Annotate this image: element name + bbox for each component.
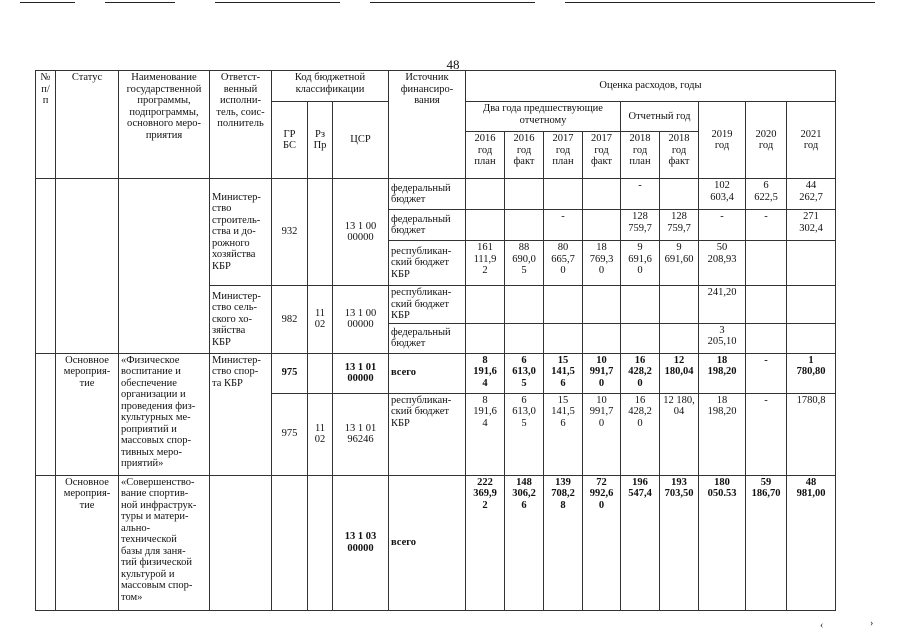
value-cell: 3 205,10 (699, 323, 746, 353)
cell-responsible-empty (210, 475, 272, 610)
value-cell (660, 323, 699, 353)
value-cell (746, 241, 787, 286)
value-cell: 222 369,9 2 (466, 475, 505, 610)
header-2016-plan: 2016 год план (466, 132, 505, 179)
header-responsible: Ответст- венный исполни- тель, соис- полнитель (210, 71, 272, 179)
value-cell (544, 286, 583, 324)
top-rule-3 (215, 2, 340, 3)
value-cell: 139 708,2 8 (544, 475, 583, 610)
value-cell: 18 198,20 (699, 393, 746, 475)
value-cell: 72 992,6 0 (583, 475, 621, 610)
csr-13101-96246: 13 1 01 96246 (333, 393, 389, 475)
value-cell: 10 991,7 0 (583, 393, 621, 475)
value-cell (583, 286, 621, 324)
value-cell: 196 547,4 (621, 475, 660, 610)
source-republican: республикан- ский бюджет КБР (389, 286, 466, 324)
header-two-years: Два года предшествующие отчетному (466, 102, 621, 132)
rzpr-1102: 11 02 (308, 286, 333, 354)
event-name-sport-infrastructure: «Совершенство- вание спортив- ной инфраструк- туры и матери- ально- технической базы для заня- тий физической культурой и массовым спор- том» (119, 475, 210, 610)
status-main-event: Основное мероприя- тие (56, 475, 119, 610)
value-cell: 6 613,0 5 (505, 393, 544, 475)
header-2017-fact: 2017 год факт (583, 132, 621, 179)
rzpr-1102: 11 02 (308, 393, 333, 475)
source-federal: федеральный бюджет (389, 179, 466, 210)
value-cell: 8 191,6 4 (466, 393, 505, 475)
value-cell: 6 622,5 (746, 179, 787, 210)
source-total: всего (389, 353, 466, 393)
value-cell (544, 179, 583, 210)
value-cell (505, 286, 544, 324)
csr-13100: 13 1 00 00000 (333, 286, 389, 354)
header-2017-plan: 2017 год план (544, 132, 583, 179)
value-cell: 15 141,5 6 (544, 353, 583, 393)
value-cell: 16 428,2 0 (621, 353, 660, 393)
grbs-975: 975 (272, 353, 308, 393)
header-source: Источник финансиро- вания (389, 71, 466, 179)
value-cell: 180 050.53 (699, 475, 746, 610)
source-total: всего (389, 475, 466, 610)
top-rule-2 (105, 2, 175, 3)
value-cell: 50 208,93 (699, 241, 746, 286)
cell-grbs-empty (272, 475, 308, 610)
budget-table (35, 70, 836, 611)
value-cell: 18 198,20 (699, 353, 746, 393)
header-2018-plan: 2018 год план (621, 132, 660, 179)
value-cell (660, 179, 699, 210)
header-budget-code: Код бюджетной классификации (272, 71, 389, 102)
cell-num (36, 179, 56, 354)
value-cell: 271 302,4 (787, 210, 836, 241)
value-cell: 102 603,4 (699, 179, 746, 210)
value-cell: 9 691,60 (660, 241, 699, 286)
csr-13100: 13 1 00 00000 (333, 179, 389, 286)
grbs-982: 982 (272, 286, 308, 354)
responsible-minsport: Министер- ство спор- та КБР (210, 353, 272, 475)
table-row (36, 475, 836, 610)
source-federal: федеральный бюджет (389, 210, 466, 241)
value-cell (621, 323, 660, 353)
value-cell: 48 981,00 (787, 475, 836, 610)
footer-mark: ‹ (820, 620, 824, 631)
header-status: Статус (56, 71, 119, 179)
cell-num (36, 353, 56, 475)
value-cell: 10 991,7 0 (583, 353, 621, 393)
value-cell (466, 179, 505, 210)
value-cell (787, 286, 836, 324)
value-cell: 44 262,7 (787, 179, 836, 210)
value-cell (660, 286, 699, 324)
status-main-event: Основное мероприя- тие (56, 353, 119, 475)
value-cell: 12 180, 04 (660, 393, 699, 475)
table-row (36, 353, 836, 393)
header-grbs: ГР БС (272, 102, 308, 179)
value-cell (544, 323, 583, 353)
top-rule-5 (565, 2, 875, 3)
header-estimate: Оценка расходов, годы (466, 71, 836, 102)
source-republican: республикан- ский бюджет КБР (389, 241, 466, 286)
table-row (36, 179, 836, 210)
value-cell (583, 179, 621, 210)
csr-13103: 13 1 03 00000 (333, 475, 389, 610)
header-2019: 2019 год (699, 102, 746, 179)
cell-num (36, 475, 56, 610)
value-cell: 59 186,70 (746, 475, 787, 610)
rzpr-empty (308, 179, 333, 286)
top-rule-1 (20, 2, 75, 3)
value-cell: 80 665,7 0 (544, 241, 583, 286)
value-cell: 8 191,6 4 (466, 353, 505, 393)
value-cell (621, 286, 660, 324)
value-cell (505, 210, 544, 241)
value-cell: 15 141,5 6 (544, 393, 583, 475)
header-num: № п/ п (36, 71, 56, 179)
value-cell: 6 613,0 5 (505, 353, 544, 393)
footer-mark: › (870, 618, 874, 629)
grbs-975: 975 (272, 393, 308, 475)
value-cell: 148 306,2 6 (505, 475, 544, 610)
header-2020: 2020 год (746, 102, 787, 179)
value-cell (466, 323, 505, 353)
source-federal: федеральный бюджет (389, 323, 466, 353)
cell-rzpr-empty (308, 475, 333, 610)
value-cell: - (746, 353, 787, 393)
event-name-physical-education: «Физическое воспитание и обеспечение организации и проведения физ- культурных ме- роприятий и массовых спор- тивных меро- приятий» (119, 353, 210, 475)
value-cell: 18 769,3 0 (583, 241, 621, 286)
value-cell: - (544, 210, 583, 241)
value-cell: 193 703,50 (660, 475, 699, 610)
value-cell (583, 323, 621, 353)
value-cell: 128 759,7 (621, 210, 660, 241)
top-rule-4 (370, 2, 535, 3)
grbs-932: 932 (272, 179, 308, 286)
source-republican: республикан- ский бюджет КБР (389, 393, 466, 475)
value-cell: 12 180,04 (660, 353, 699, 393)
responsible-minstroy: Министер- ство строитель- ства и до- рожного хозяйства КБР (210, 179, 272, 286)
value-cell: 241,20 (699, 286, 746, 324)
header-report-year: Отчетный год (621, 102, 699, 132)
value-cell (787, 241, 836, 286)
value-cell: 161 111,9 2 (466, 241, 505, 286)
value-cell (583, 210, 621, 241)
value-cell: 88 690,0 5 (505, 241, 544, 286)
value-cell: - (621, 179, 660, 210)
value-cell: 128 759,7 (660, 210, 699, 241)
value-cell (466, 286, 505, 324)
header-name: Наименование государственной программы, подпрограммы, основного меро- приятия (119, 71, 210, 179)
value-cell: - (699, 210, 746, 241)
csr-13101: 13 1 01 00000 (333, 353, 389, 393)
header-csr: ЦСР (333, 102, 389, 179)
value-cell: - (746, 393, 787, 475)
header-2018-fact: 2018 год факт (660, 132, 699, 179)
cell-status (56, 179, 119, 354)
responsible-minselkhoz: Министер- ство сель- ского хо- зяйства КБР (210, 286, 272, 354)
header-2016-fact: 2016 год факт (505, 132, 544, 179)
value-cell (746, 323, 787, 353)
header-rzpr: Рз Пр (308, 102, 333, 179)
value-cell: 9 691,6 0 (621, 241, 660, 286)
value-cell (505, 323, 544, 353)
value-cell (505, 179, 544, 210)
page-number: 48 (446, 57, 460, 72)
value-cell: 1 780,80 (787, 353, 836, 393)
value-cell: 1780,8 (787, 393, 836, 475)
value-cell (746, 286, 787, 324)
header-2021: 2021 год (787, 102, 836, 179)
value-cell: 16 428,2 0 (621, 393, 660, 475)
value-cell (466, 210, 505, 241)
rzpr-empty (308, 353, 333, 393)
value-cell (787, 323, 836, 353)
cell-name (119, 179, 210, 354)
value-cell: - (746, 210, 787, 241)
